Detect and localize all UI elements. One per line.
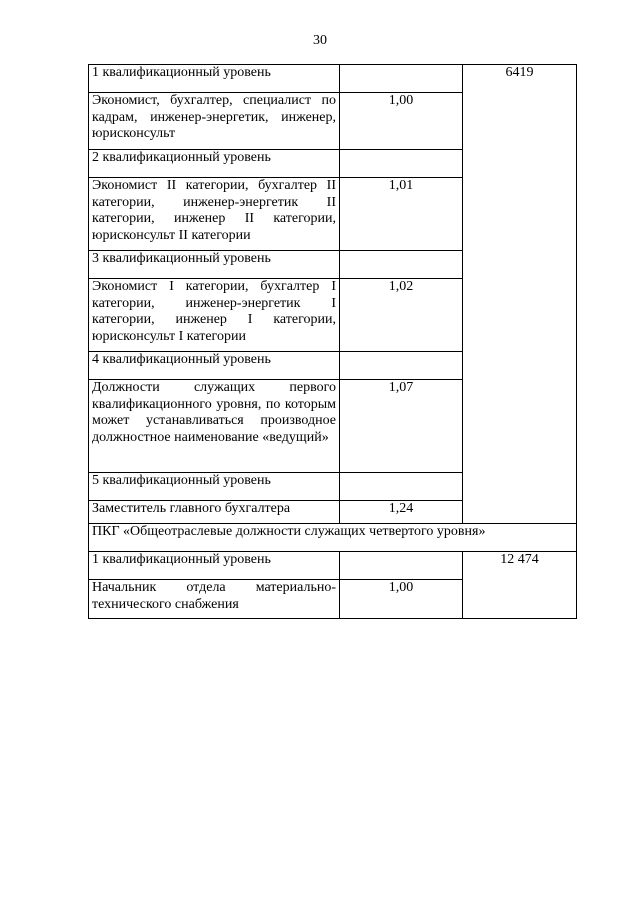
level-cell: 3 квалификационный уровень: [89, 251, 340, 279]
page-number: 30: [313, 33, 327, 48]
level-cell: 5 квалификационный уровень: [89, 473, 340, 501]
coefficient-cell: 1,01: [340, 178, 463, 251]
position-cell: Заместитель главного бухгалтера: [89, 501, 340, 524]
table-row: [89, 65, 577, 93]
coefficient-cell-empty: [340, 150, 463, 178]
position-cell: Экономист II категории, бухгалтер II категории, инженер-энергетик II категории, инженер II категории, юрисконсульт II категории: [89, 178, 340, 251]
salary-table: [88, 64, 577, 619]
position-cell: Экономист, бухгалтер, специалист по кадрам, инженер-энергетик, инженер, юрисконсульт: [89, 93, 340, 150]
level-cell: 1 квалификационный уровень: [89, 552, 340, 580]
coefficient-cell-empty: [340, 473, 463, 501]
table-row: [89, 524, 577, 552]
table-row: [89, 552, 577, 580]
coefficient-cell: 1,00: [340, 580, 463, 619]
coefficient-cell: 1,24: [340, 501, 463, 524]
level-cell: 1 квалификационный уровень: [89, 65, 340, 93]
coefficient-cell-empty: [340, 65, 463, 93]
coefficient-cell-empty: [340, 251, 463, 279]
position-cell: Должности служащих первого квалификационного уровня, по которым может устанавливаться производное должностное наименование «ведущий»: [89, 380, 340, 473]
group-title-cell: ПКГ «Общеотраслевые должности служащих четвертого уровня»: [89, 524, 577, 552]
position-cell: Начальник отдела материально-технического снабжения: [89, 580, 340, 619]
level-cell: 2 квалификационный уровень: [89, 150, 340, 178]
position-cell: Экономист I категории, бухгалтер I категории, инженер-энергетик I категории, инженер I категории, юрисконсульт I категории: [89, 279, 340, 352]
level-cell: 4 квалификационный уровень: [89, 352, 340, 380]
coefficient-cell-empty: [340, 552, 463, 580]
salary-cell: 12 474: [463, 552, 577, 619]
coefficient-cell: 1,02: [340, 279, 463, 352]
coefficient-cell: 1,00: [340, 93, 463, 150]
coefficient-cell: 1,07: [340, 380, 463, 473]
salary-cell: 6419: [463, 65, 577, 524]
coefficient-cell-empty: [340, 352, 463, 380]
